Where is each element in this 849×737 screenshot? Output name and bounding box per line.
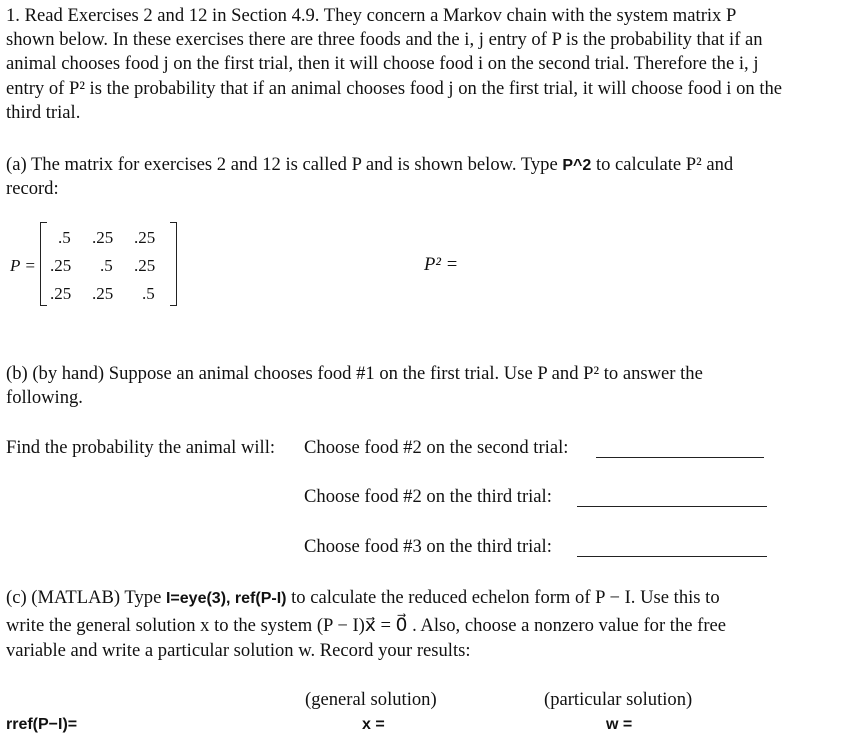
question-3: Choose food #3 on the third trial: [304,536,552,557]
part-c-line-1: (c) (MATLAB) Type I=eye(3), ref(P-I) to calculate the reduced echelon form of P − I. Use this to [6,587,720,608]
intro-line-5: third trial. [6,102,81,123]
intro-line-3: animal chooses food j on the first trial, then it will choose food i on the second trial. Therefore the i, j [6,53,759,74]
matrix-cell: .25 [134,228,156,247]
w-label: w = [606,716,633,733]
matrix-cell: .5 [58,228,71,247]
matrix-cell: .25 [92,284,114,303]
general-solution-label: (general solution) [305,689,437,710]
question-1: Choose food #2 on the second trial: [304,437,569,458]
answer-line-3[interactable] [577,556,767,557]
p-squared-label: P² = [424,254,459,275]
part-b-line-2: following. [6,387,83,408]
matrix-right-bracket [170,222,177,306]
answer-line-2[interactable] [577,506,767,507]
part-a-line-1: (a) The matrix for exercises 2 and 12 is called P and is shown below. Type P^2 to calculate P² and [6,154,734,175]
matrix-cell: .25 [50,256,72,275]
x-label: x = [362,716,385,733]
rref-label: rref(P−I)= [6,716,78,733]
intro-line-1: 1. Read Exercises 2 and 12 in Section 4.9. They concern a Markov chain with the system matrix P [6,5,737,26]
question-2: Choose food #2 on the third trial: [304,486,552,507]
answer-line-1[interactable] [596,457,764,458]
matrix-cell: .25 [134,256,156,275]
matrix-cell: .25 [50,284,72,303]
part-a-command: P^2 [562,157,592,174]
matrix-p [10,220,180,310]
part-c-line-2: write the general solution x to the system (P − I)x⃗ = 0⃗ . Also, choose a nonzero value for the free [6,615,727,636]
matrix-cell: .25 [92,228,114,247]
part-c-line-3: variable and write a particular solution w. Record your results: [6,640,471,661]
intro-line-4: entry of P² is the probability that if an animal chooses food j on the first trial, it will choose food i on the [6,78,783,99]
matrix-cell: .5 [100,256,113,275]
intro-line-2: shown below. In these exercises there are three foods and the i, j entry of P is the probability that if an [6,29,763,50]
matrix-left-bracket [40,222,47,306]
matrix-cell: .5 [142,284,155,303]
part-c-command: I=eye(3), ref(P-I) [165,590,287,607]
find-probability-label: Find the probability the animal will: [6,437,276,458]
part-b-line-1: (b) (by hand) Suppose an animal chooses food #1 on the first trial. Use P and P² to answer the [6,363,703,384]
particular-solution-label: (particular solution) [544,689,693,710]
matrix-label: P = [10,256,36,275]
part-a-line-2: record: [6,178,59,199]
